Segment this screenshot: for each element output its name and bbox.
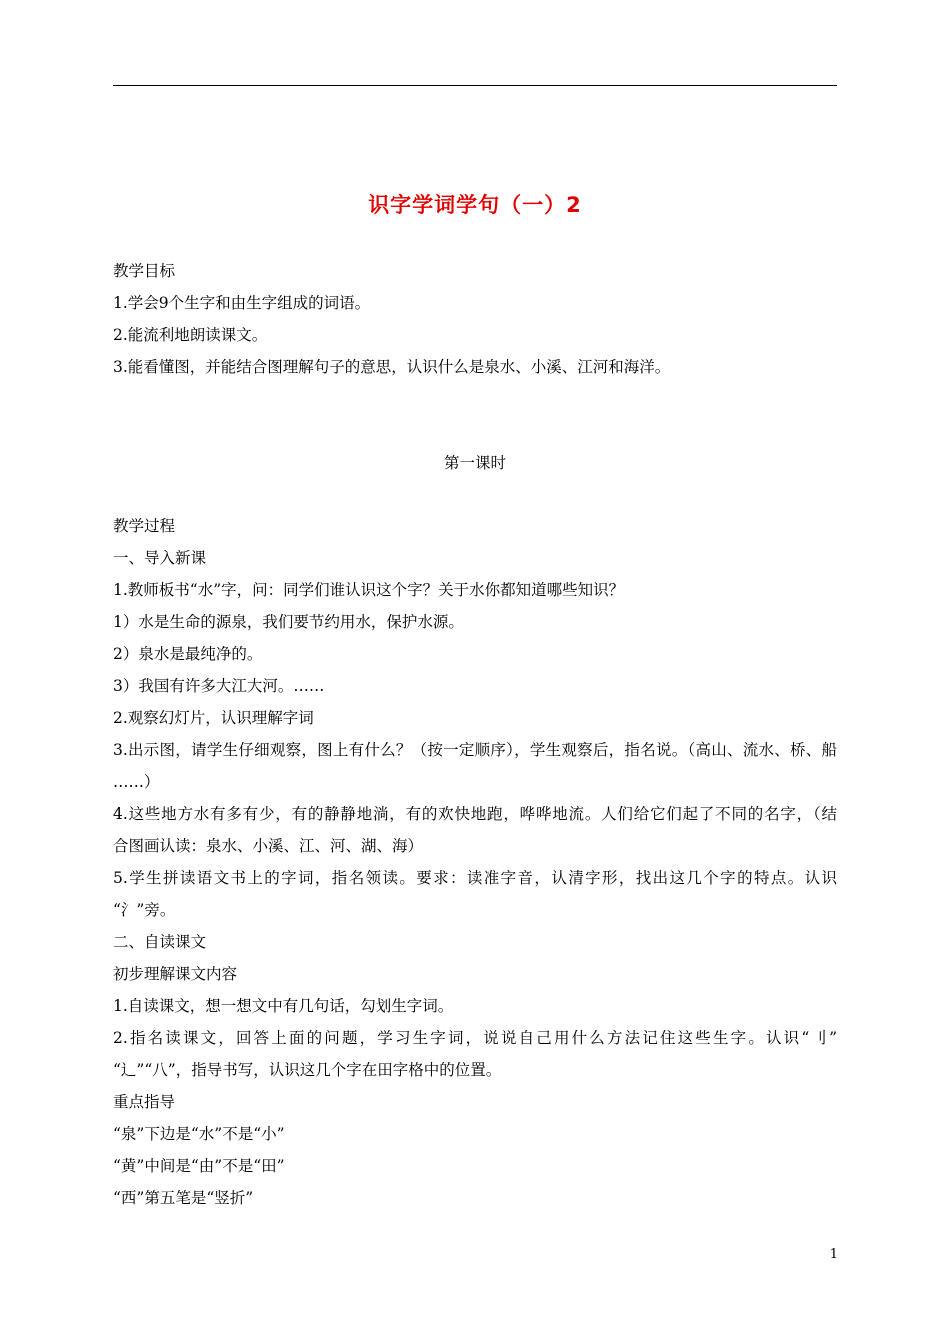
paragraph: 1.教师板书“水”字，问：同学们谁认识这个字？关于水你都知道哪些知识？ xyxy=(113,581,625,599)
paragraph: 1）水是生命的源泉，我们要节约用水，保护水源。 xyxy=(113,613,464,631)
paragraph: “氵”旁。 xyxy=(113,901,176,919)
paragraph: “辶”“八”，指导书写，认识这几个字在田字格中的位置。 xyxy=(113,1061,502,1079)
goal-item: 3.能看懂图，并能结合图理解句子的意思，认识什么是泉水、小溪、江河和海洋。 xyxy=(113,358,671,376)
page-number: 1 xyxy=(829,1247,838,1262)
section-heading: 二、自读课文 xyxy=(113,933,207,951)
paragraph: 合图画认读：泉水、小溪、江、河、湖、海） xyxy=(113,837,424,855)
subheading: 初步理解课文内容 xyxy=(113,965,238,983)
lesson-title: 第一课时 xyxy=(443,454,506,472)
goal-item: 1.学会9个生字和由生字组成的词语。 xyxy=(113,294,371,312)
paragraph: 4.这些地方水有多有少，有的静静地淌，有的欢快地跑，哗哗地流。人们给它们起了不同的名字，（结 xyxy=(113,805,837,823)
header-rule xyxy=(113,85,837,86)
paragraph: ……） xyxy=(113,773,160,791)
focus-item: “黄”中间是“由”不是“田” xyxy=(113,1157,285,1175)
document-title: 识字学词学句（一）2 xyxy=(368,193,582,217)
focus-heading: 重点指导 xyxy=(113,1093,176,1111)
goal-item: 2.能流利地朗读课文。 xyxy=(113,326,268,344)
focus-item: “泉”下边是“水”不是“小” xyxy=(113,1125,285,1143)
focus-item: “西”第五笔是“竖折” xyxy=(113,1189,254,1207)
paragraph: 3）我国有许多大江大河。…… xyxy=(113,677,325,695)
goals-heading: 教学目标 xyxy=(113,262,176,280)
section-heading: 一、导入新课 xyxy=(113,549,207,567)
paragraph: 2.指名读课文，回答上面的问题，学习生字词，说说自己用什么方法记住这些生字。认识“刂” xyxy=(113,1029,837,1047)
paragraph: 2.观察幻灯片，认识理解字词 xyxy=(113,709,314,727)
process-heading: 教学过程 xyxy=(113,517,176,535)
paragraph: 2）泉水是最纯净的。 xyxy=(113,645,263,663)
paragraph: 3.出示图，请学生仔细观察，图上有什么？（按一定顺序），学生观察后，指名说。（高山、流水、桥、船 xyxy=(113,741,837,759)
paragraph: 5.学生拼读语文书上的字词，指名领读。要求：读准字音，认清字形，找出这几个字的特点。认识 xyxy=(113,869,837,887)
paragraph: 1.自读课文，想一想文中有几句话，勾划生字词。 xyxy=(113,997,454,1015)
